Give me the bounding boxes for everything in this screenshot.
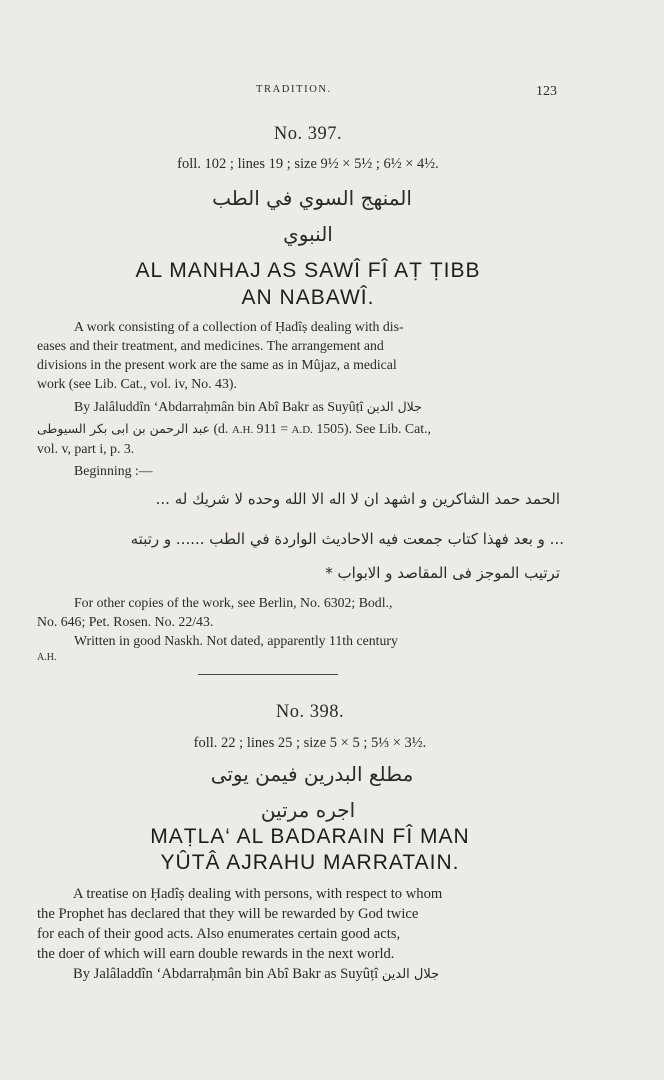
entry-397-author-line1 [74,398,422,416]
running-head: TRADITION. [256,84,332,95]
entry-397-arabic-title-line1: المنهج السوي في الطب [212,186,412,210]
entry-397-beginning-ar-line1: الحمد حمد الشاكرين و اشهد ان لا اله الا الله وحده لا شريك له ... [155,490,560,508]
entry-397-number: No. 397. [273,124,343,144]
entry-397-title-line2: AN NABAWÎ. [241,286,375,309]
entry-398-desc-line-1: A treatise on Ḥadîṣ dealing with persons, with respect to whom [73,886,443,902]
entry-398-specs: foll. 22 ; lines 25 ; size 5 × 5 ; 5⅓ × 3½. [193,735,427,751]
entry-397-written-line1: Written in good Naskh. Not dated, apparently 11th century [74,633,398,648]
entry-398-title-line1: MAṬLA‘ AL BADARAIN FÎ MAN [150,825,470,848]
entry-398-desc-line-2: the Prophet has declared that they will be rewarded by God twice [37,906,419,922]
author-name: By Jalâluddîn ‘Abdarraḥmân bin Abî Bakr as Suyûṭî [74,399,364,414]
entry-397-desc-line-1: A work consisting of a collection of Ḥadîṣ dealing with dis- [74,319,404,334]
entry-397-copies-line1: For other copies of the work, see Berlin, No. 6302; Bodl., [74,595,393,610]
entry-397-beginning-label: Beginning :— [74,463,153,478]
death-date-post: 1505). See Lib. Cat., [312,421,431,436]
entry-397-arabic-title-line2: النبوي [283,222,333,246]
era-ah: A.H. [231,424,254,436]
author-name: By Jalâladdîn ‘Abdarraḥmân bin Abî Bakr as Suyûṭî [73,966,379,982]
entry-397-specs: foll. 102 ; lines 19 ; size 9½ × 5½ ; 6½ × 4½. [177,156,439,172]
entry-398-author-line1 [73,965,439,984]
death-date-pre: (d. [213,421,232,436]
entry-398-arabic-title-line1: مطلع البدرين فيمن يوتى [210,762,414,786]
entry-398-arabic-title-line2: اجره مرتين [260,798,356,822]
page-number: 123 [536,84,557,99]
entry-398-desc-line-3: for each of their good acts. Also enumerates certain good acts, [37,926,401,942]
section-divider [198,674,338,675]
entry-398-desc-line-4: the doer of which will earn double rewards in the next world. [37,946,395,962]
entry-397-author-line2 [37,420,431,439]
entry-398-number: No. 398. [275,702,345,722]
entry-397-beginning-ar-line2: ... و بعد فهذا كتاب جمعت فيه الاحاديث الواردة في الطب ...... و رتبته [130,530,564,548]
author-name-arabic: جلال الدين [381,967,440,982]
entry-397-desc-line-2: eases and their treatment, and medicines. The arrangement and [37,338,384,353]
entry-397-beginning-ar-line3: ترتيب الموجز فى المقاصد و الابواب * [325,564,560,582]
author-full-name-arabic: عبد الرحمن بن ابى بكر السيوطى [37,421,210,436]
entry-397-written-line2: A.H. [37,652,57,663]
death-date-mid: 911 = [253,421,292,436]
era-ad: A.D. [291,424,313,436]
entry-397-desc-line-3: divisions in the present work are the same as in Mûjaz, a medical [37,357,397,372]
author-name-arabic: جلال الدين [366,399,422,414]
entry-397-author-line3: vol. v, part i, p. 3. [37,441,135,456]
entry-397-copies-line2: No. 646; Pet. Rosen. No. 22/43. [37,614,214,629]
entry-397-title-line1: AL MANHAJ AS SAWÎ FÎ AṬ ṬIBB [135,259,481,282]
entry-397-desc-line-4: work (see Lib. Cat., vol. iv, No. 43). [37,376,237,391]
entry-398-title-line2: YÛTÂ AJRAHU MARRATAIN. [160,851,460,874]
